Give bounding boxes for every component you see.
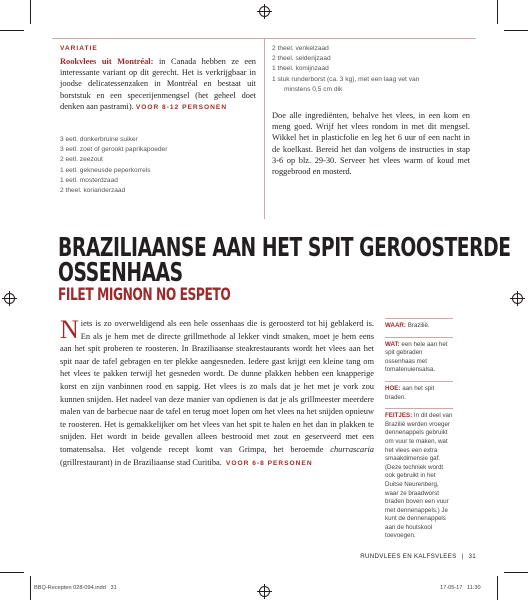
ingredient-item: 1 eetl. mosterdzaad	[60, 176, 118, 184]
ingredient-item: 2 theel. selderijzaad	[272, 55, 331, 63]
ingredient-item: 1 theel. komijnzaad	[272, 65, 329, 73]
ingredient-item: 1 stuk runderborst (ca. 3 kg), met een laag vet van	[272, 75, 420, 83]
variation-heading: Rookvlees uit Montréal:	[60, 57, 154, 66]
column-divider	[264, 39, 265, 219]
crop-mark	[497, 576, 498, 600]
sidebar-value: In dit deel van Brazilië werden vroeger dennenappels gebruikt om vuur te maken, wat het vlees een extra smaakdimensie gaf. (Deze techniek wordt ook gebruikt in het Duitse Neurenberg, waar ze braadworst braden boven een vuur met dennenappels.) Je kunt de dennenappels aan de houtskool toevoegen.	[385, 412, 453, 540]
sidebar-key: WAAR:	[385, 322, 406, 329]
recipe-title-line1: BRAZILIAANSE AAN HET SPIT GEROOSTERDE	[58, 233, 511, 263]
registration-mark-icon	[4, 293, 15, 304]
info-sidebar	[385, 318, 453, 547]
ingredient-item: 2 theel. korianderzaad	[60, 187, 126, 195]
sidebar-key: HOE:	[385, 384, 401, 392]
sidebar-how	[385, 381, 453, 402]
variation-text	[60, 56, 256, 113]
recipe-title-line2: OSSENHAAS	[58, 258, 183, 288]
slug-right: 17-05-17 11:30	[440, 585, 481, 591]
recipe-subtitle: FILET MIGNON NO ESPETO	[58, 285, 231, 305]
registration-mark-icon	[259, 6, 270, 17]
intro-italic-term: churrascaria	[330, 444, 374, 454]
registration-mark-icon	[512, 293, 523, 304]
ingredient-item: minstens 0,5 cm dik	[284, 85, 343, 93]
variation-serves: VOOR 8-12 PERSONEN	[135, 103, 228, 111]
crop-mark	[497, 0, 498, 24]
registration-mark-icon	[259, 586, 270, 597]
sidebar-where	[385, 318, 453, 331]
sidebar-value: een hele aan het spit gebraden ossenhaas met tomatenuiensalsa.	[385, 340, 448, 374]
sidebar-key: FEITJES:	[385, 412, 413, 420]
method-text: Doe alle ingrediënten, behalve het vlees, in een kom en meng goed. Wrijf het vlees rondom in met dit mengsel. Wikkel het in plasticfolie en leg het 6 uur of een nacht in de koelkast. Bereid het dan volgens de instructies in stap 3-6 op blz. 29-30. Serveer het vlees warm of koud met roggebrood en mosterd.	[272, 111, 470, 177]
footer-separator: |	[461, 553, 464, 560]
ingredient-item: 1 eetl. gekneusde peperkorrels	[60, 166, 151, 174]
ingredient-item: 3 eetl. zoet of gerookt paprikapoeder	[60, 146, 168, 154]
ingredients-right	[272, 44, 472, 95]
sidebar-facts	[385, 408, 453, 541]
ingredient-item: 3 eetl. donkerbruine suiker	[60, 136, 138, 143]
variation-label: VARIATIE	[60, 45, 98, 52]
crop-mark	[504, 30, 528, 31]
variation-body: in Canada hebben ze een interessante variant op dit gerecht. Het is verkrijgbaar in joodse delicatessenzaken in Montréal en bestaat uit borststuk en een specerijenmengsel (het geheel doet denken aan pastrami).	[60, 57, 256, 111]
page-footer	[330, 553, 476, 560]
crop-mark	[30, 576, 31, 600]
ingredient-item: 2 theel. venkelzaad	[272, 45, 329, 52]
recipe-serves: VOOR 6-8 PERSONEN	[225, 459, 313, 467]
ingredients-left	[60, 135, 250, 196]
sidebar-value: Brazilië.	[407, 322, 430, 329]
intro-paragraph-end: (grillrestaurant) in de Braziliaanse stad Curitiba.	[60, 457, 222, 467]
sidebar-what	[385, 337, 453, 375]
intro-paragraph: iets is zo overweldigend als een hele ossenhaas die is geroosterd tot hij geblakerd is. En als je hem met de directe grillmethode al lekker vindt smaken, moet je hem eens aan het spit proberen te roosteren. In Braziliaanse steakrestaurants wordt het vlees aan het spit naar de tafel gebragen en ter plekke aangesneden. Iedere gast krijgt een kleine tang om het vlees te pakken terwijl het gesneden wordt. De dunne plakken hebben een knapperige korst en zijn vanbinnen rood en sappig. Het vlees is zo mals dat je het met je vork zou kunnen snijden. Het nadeel van deze manier van opdienen is dat je als grillmeester meerdere malen van de barbecue naar de tafel en terug moet lopen om het vlees na het snijden opnieuw te roosteren. Het is gemakkelijker om het vlees van het spit te halen en het dan in plakken te snijden. Het wordt in beide gevallen alleen bestrooid met zout en geserveerd met een tomatensalsa. Het volgende recept komt van Grimpa, het beroemde	[60, 319, 374, 454]
sidebar-key: WAT:	[385, 340, 400, 348]
sidebar-value: aan het spit braden.	[385, 384, 435, 401]
slug-left: BBQ-Recepten 028-094.indd 31	[34, 585, 117, 591]
crop-mark	[504, 572, 528, 573]
crop-mark	[0, 572, 24, 573]
page-number: 31	[468, 553, 476, 560]
recipe-title	[58, 233, 511, 288]
crop-mark	[30, 0, 31, 24]
crop-mark	[0, 30, 24, 31]
intro-text	[60, 315, 374, 470]
ingredient-item: 2 eetl. zeezout	[60, 156, 103, 164]
footer-section: RUNDVLEES EN KALFSVLEES	[360, 553, 457, 560]
drop-cap: N	[60, 315, 79, 344]
